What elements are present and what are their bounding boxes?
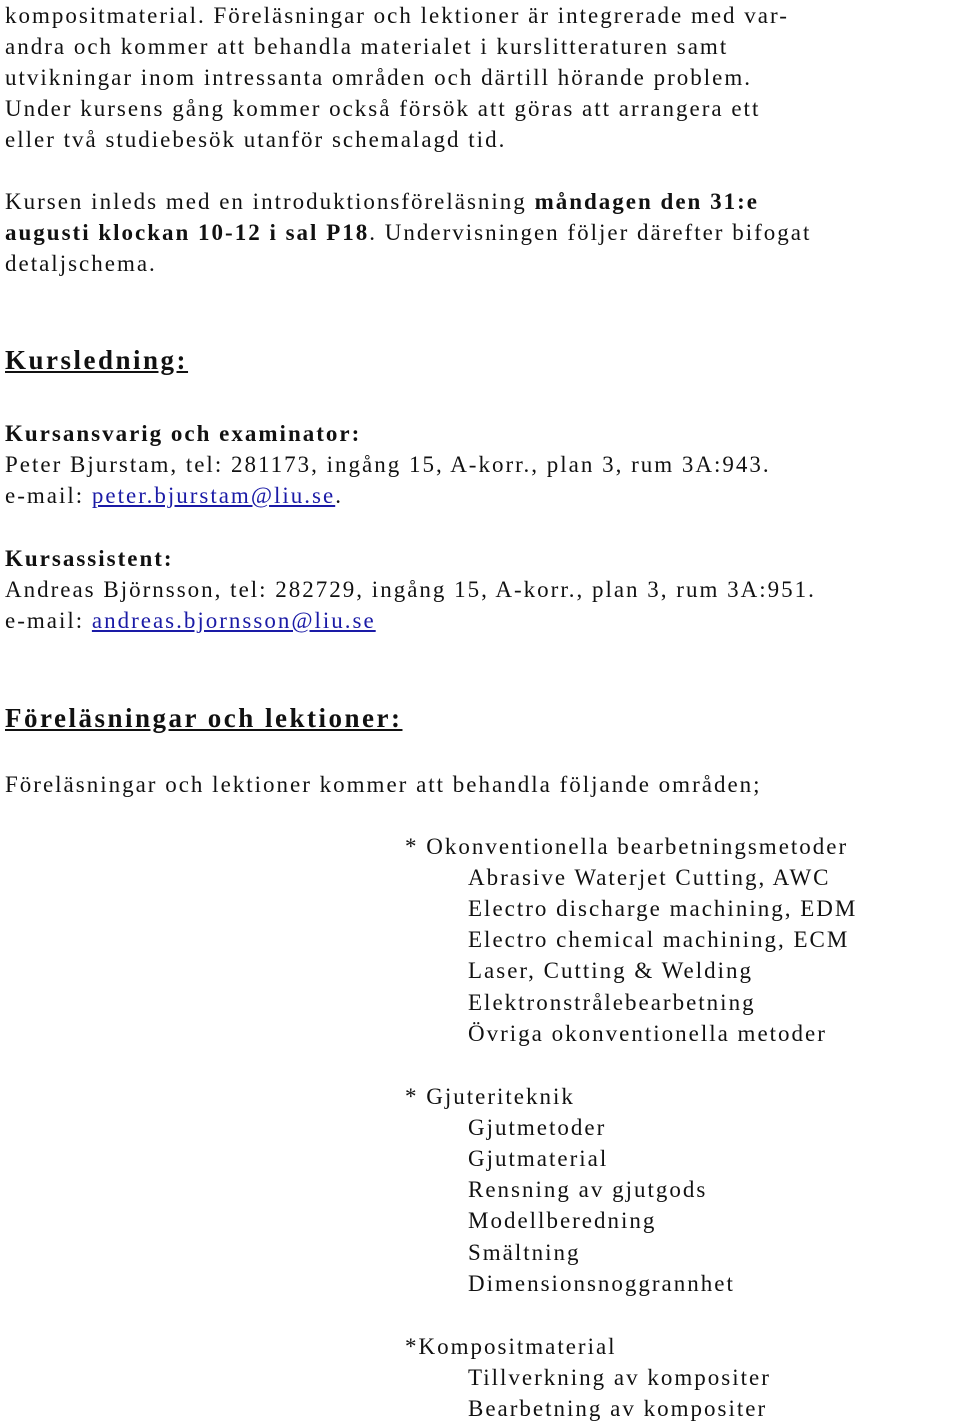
email-label: e-mail: xyxy=(5,608,92,633)
topic-group-title: * Gjuteriteknik xyxy=(405,1084,575,1109)
topic-item: Electro discharge machining, EDM xyxy=(468,896,858,921)
topic-item: Elektronstrålebearbetning xyxy=(468,990,756,1015)
course-start-line xyxy=(5,186,759,217)
course-start-line xyxy=(5,217,811,248)
examiner-email-link[interactable]: peter.bjurstam@liu.se xyxy=(91,483,336,508)
topic-item: Dimensionsnoggrannhet xyxy=(468,1271,735,1296)
email-label: e-mail: xyxy=(5,483,92,508)
topic-item: Electro chemical machining, ECM xyxy=(468,927,850,952)
topic-item: Rensning av gjutgods xyxy=(468,1177,708,1202)
email-suffix: . xyxy=(335,483,343,508)
intro-line: Under kursens gång kommer också försök att göras att arrangera ett xyxy=(5,96,761,121)
course-start-text: Kursen inleds med en introduktionsföreläsning xyxy=(5,189,535,214)
assistant-info: Andreas Björnsson, tel: 282729, ingång 15, A-korr., plan 3, rum 3A:951. xyxy=(5,577,816,602)
assistant-email-line xyxy=(5,605,376,636)
intro-line: andra och kommer att behandla materialet i kurslitteraturen samt xyxy=(5,34,729,59)
intro-line: eller två studiebesök utanför schemalagd tid. xyxy=(5,127,507,152)
topic-item: Gjutmetoder xyxy=(468,1115,607,1140)
topic-item: Abrasive Waterjet Cutting, AWC xyxy=(468,865,831,890)
topic-item: Tillverkning av kompositer xyxy=(468,1365,771,1390)
course-start-line: detaljschema. xyxy=(5,251,157,276)
topic-item: Smältning xyxy=(468,1240,581,1265)
lectures-heading: Föreläsningar och lektioner: xyxy=(5,703,403,733)
intro-line: kompositmaterial. Föreläsningar och lektioner är integrerade med var- xyxy=(5,3,789,28)
topic-item: Modellberedning xyxy=(468,1208,657,1233)
assistant-email-link[interactable]: andreas.bjornsson@liu.se xyxy=(91,608,376,633)
examiner-email-line xyxy=(5,480,343,511)
examiner-label: Kursansvarig och examinator: xyxy=(5,421,362,446)
assistant-label: Kursassistent: xyxy=(5,546,174,571)
topic-group-title: *Kompositmaterial xyxy=(405,1334,617,1359)
topic-item: Bearbetning av kompositer xyxy=(468,1396,768,1421)
course-start-date: måndagen den 31:e xyxy=(534,189,759,214)
course-start-text: . Undervisningen följer därefter bifogat xyxy=(369,220,812,245)
kursledning-heading: Kursledning: xyxy=(5,345,189,375)
lectures-intro: Föreläsningar och lektioner kommer att behandla följande områden; xyxy=(5,772,762,797)
topic-group-title: * Okonventionella bearbetningsmetoder xyxy=(405,834,849,859)
examiner-info: Peter Bjurstam, tel: 281173, ingång 15, A-korr., plan 3, rum 3A:943. xyxy=(5,452,771,477)
course-start-time-room: augusti klockan 10-12 i sal P18 xyxy=(5,220,370,245)
topic-item: Gjutmaterial xyxy=(468,1146,609,1171)
topic-item: Övriga okonventionella metoder xyxy=(468,1021,827,1046)
intro-line: utvikningar inom intressanta områden och därtill hörande problem. xyxy=(5,65,753,90)
topic-item: Laser, Cutting & Welding xyxy=(468,958,753,983)
